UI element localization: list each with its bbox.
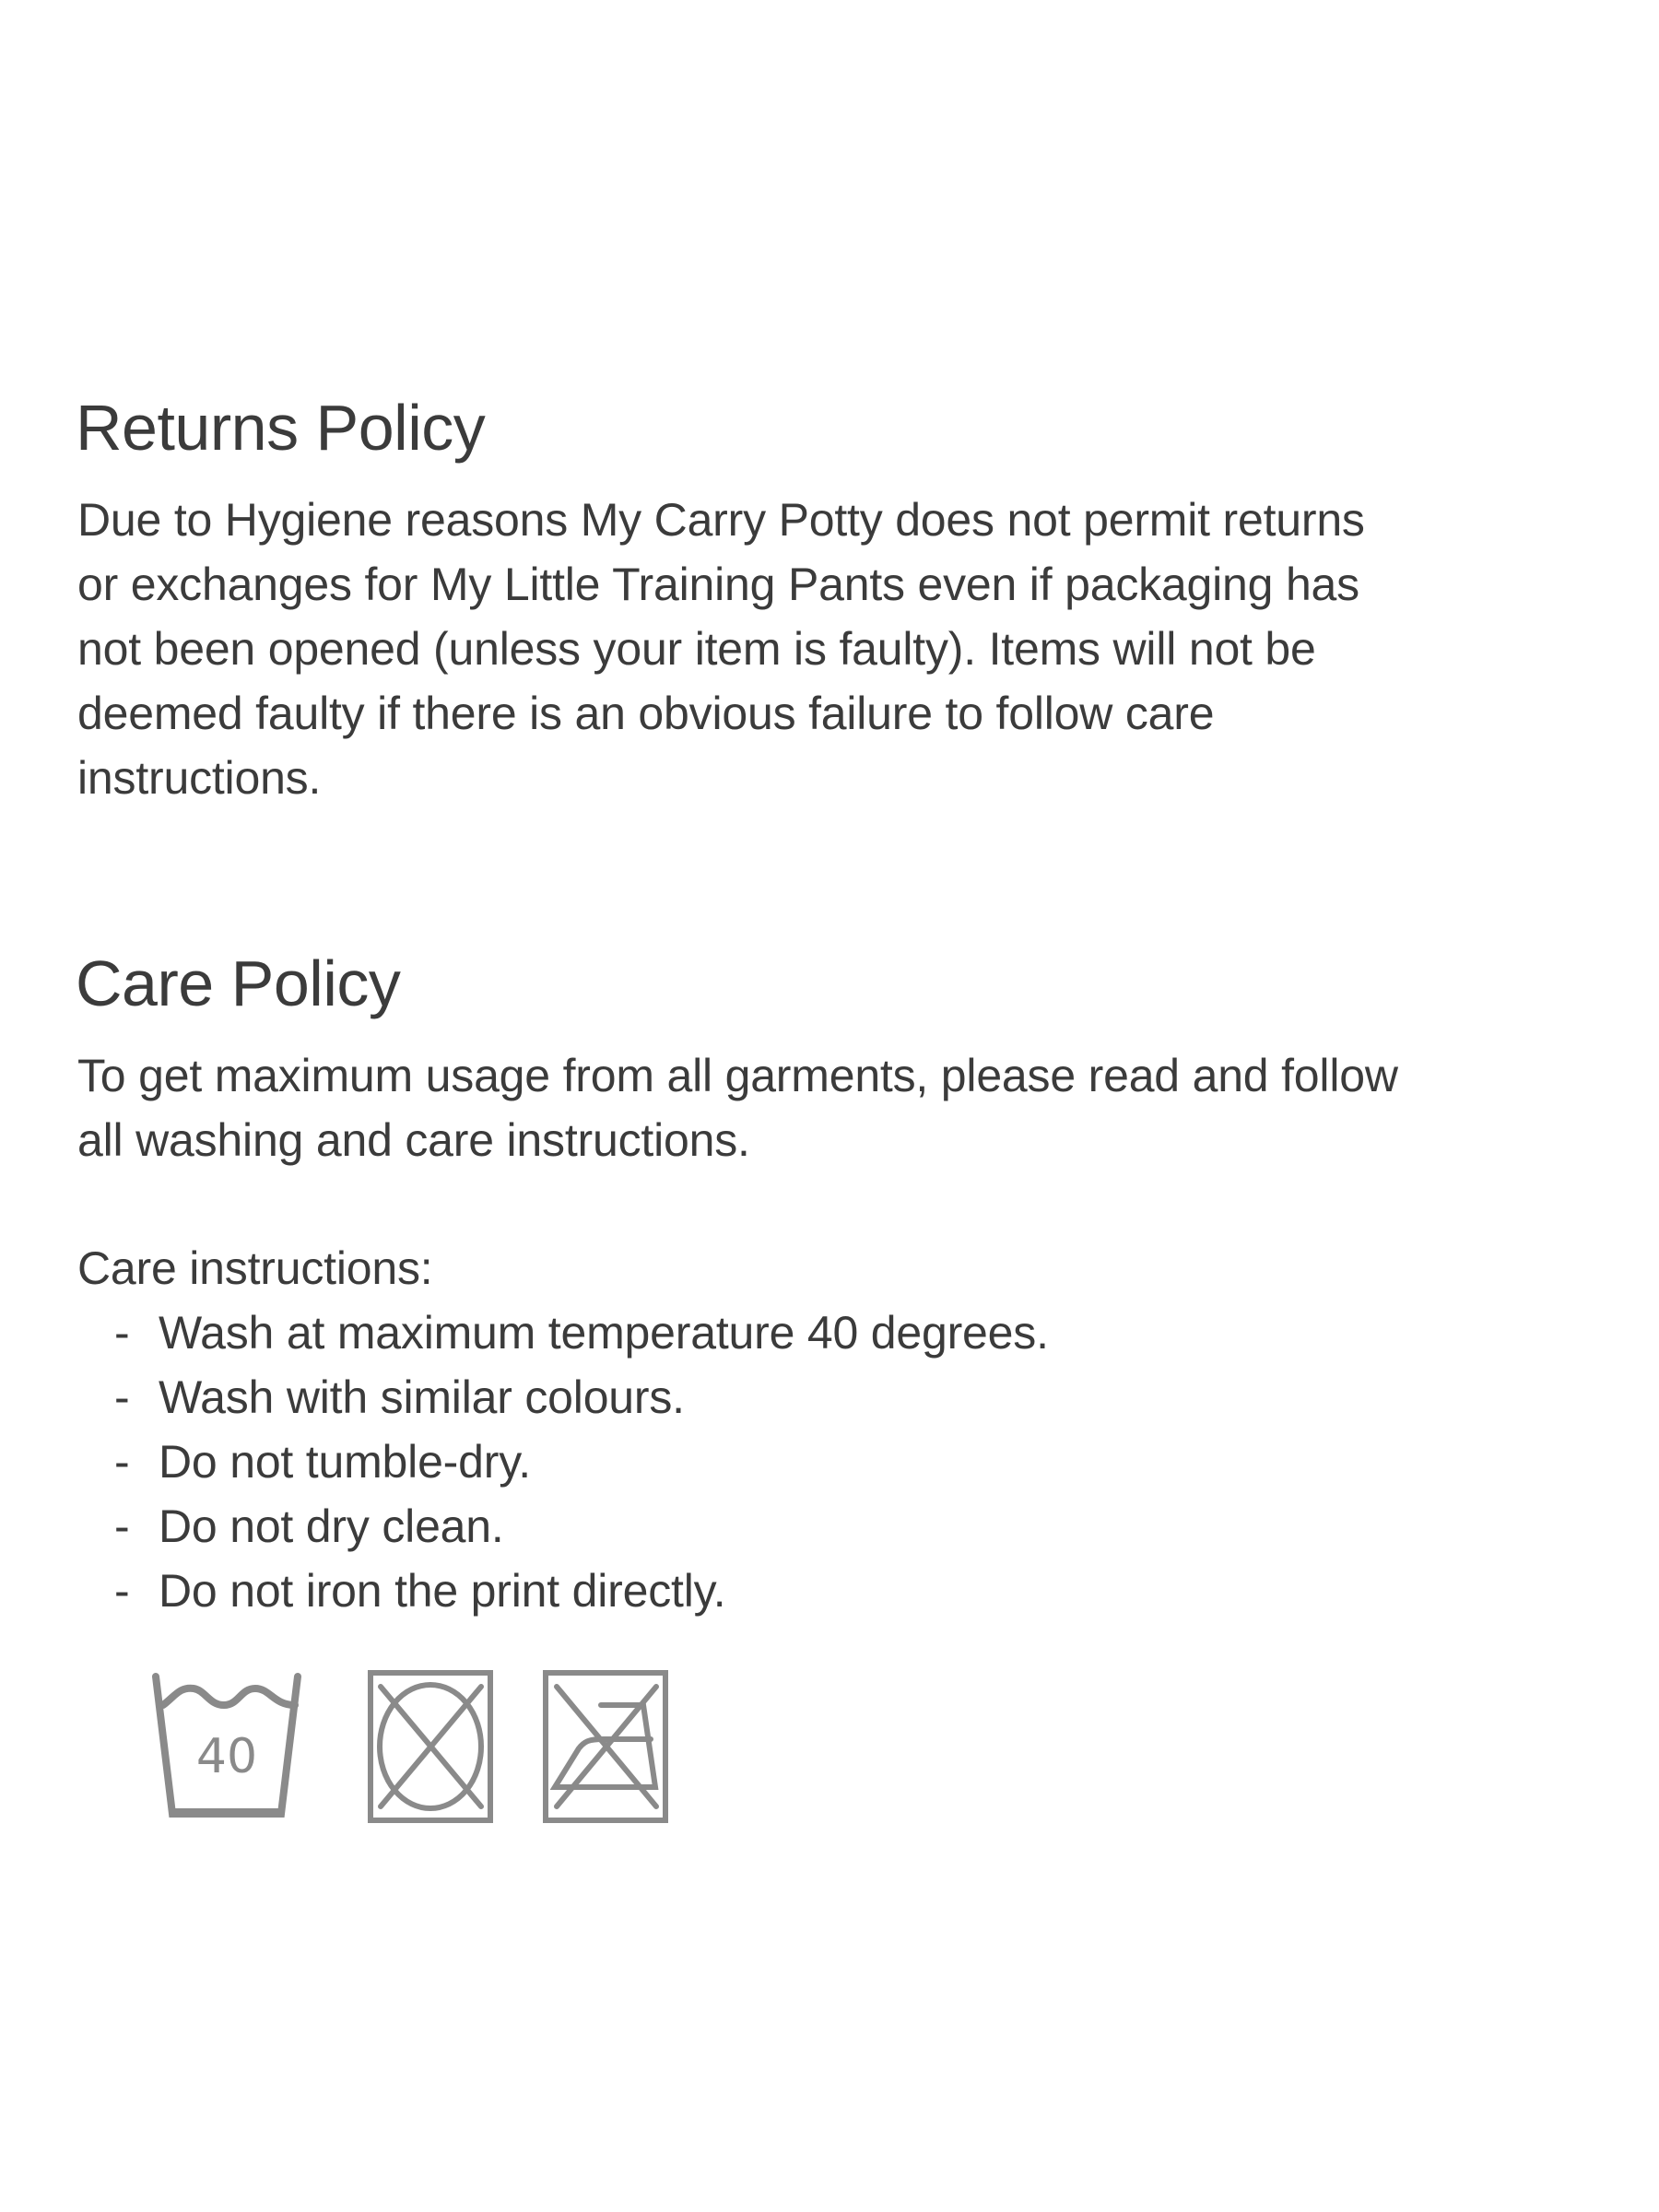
care-instructions-label: Care instructions:	[77, 1242, 433, 1294]
wash-temp-label: 40	[195, 1729, 258, 1784]
care-instructions	[77, 1236, 1049, 1623]
instruction-text: Wash at maximum temperature 40 degrees.	[159, 1307, 1049, 1359]
instruction-text: Wash with similar colours.	[159, 1371, 685, 1423]
care-line: To get maximum usage from all garments, please read and follow	[77, 1050, 1398, 1101]
care-line: all washing and care instructions.	[77, 1114, 750, 1166]
returns-policy-text	[77, 488, 1365, 810]
bullet: -	[114, 1565, 130, 1617]
returns-line: or exchanges for My Little Training Pants even if packaging has	[77, 559, 1359, 610]
bullet: -	[114, 1436, 130, 1488]
returns-policy-heading: Returns Policy	[76, 392, 486, 464]
returns-line: instructions.	[77, 752, 322, 804]
returns-line: not been opened (unless your item is faulty). Items will not be	[77, 623, 1316, 675]
care-policy-heading: Care Policy	[76, 947, 401, 1019]
no-iron-icon	[468, 1664, 699, 1843]
bullet: -	[114, 1371, 130, 1423]
instruction-text: Do not dry clean.	[159, 1500, 504, 1552]
bullet: -	[114, 1307, 130, 1359]
instruction-item	[77, 1430, 531, 1494]
care-policy-text	[77, 1043, 1398, 1172]
instruction-item	[77, 1300, 1049, 1365]
instruction-item	[77, 1494, 504, 1559]
instruction-item	[77, 1559, 726, 1623]
bullet: -	[114, 1500, 130, 1552]
returns-line: deemed faulty if there is an obvious failure to follow care	[77, 688, 1215, 739]
instruction-text: Do not iron the print directly.	[159, 1565, 726, 1617]
wash-40-icon	[152, 1664, 332, 1843]
returns-line: Due to Hygiene reasons My Carry Potty does not permit returns	[77, 494, 1365, 546]
instruction-text: Do not tumble-dry.	[159, 1436, 531, 1488]
instruction-item	[77, 1365, 685, 1430]
